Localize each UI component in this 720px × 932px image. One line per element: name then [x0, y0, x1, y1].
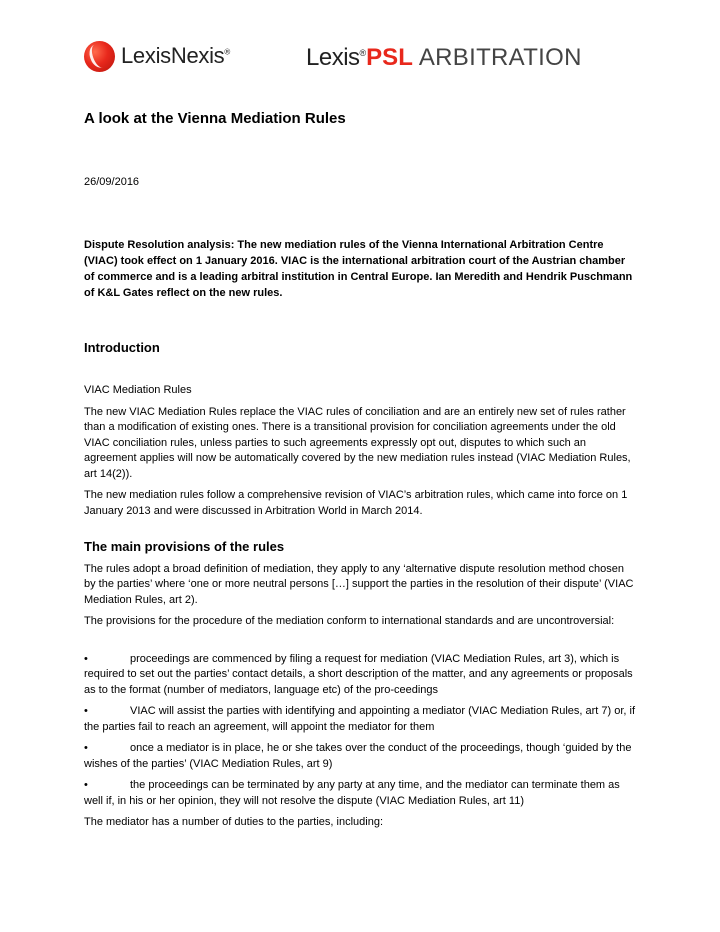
- intro-paragraph-2: The new mediation rules follow a comprehensive revision of VIAC’s arbitration rules, which came into force on 1 January 2013 and were discussed in Arbitration World in March 2014.: [84, 489, 628, 517]
- bullet-mark: •: [84, 705, 88, 717]
- bullet-item: [84, 704, 637, 735]
- bullet-text: proceedings are commenced by filing a request for mediation (VIAC Mediation Rules, art 3), which is required to set out the parties’ contact details, a short description of the matter, and any agreements or proposals as to the format (number of mediators, language etc) of the pro-ceedings: [84, 652, 633, 696]
- arbitration-text: ARBITRATION: [418, 44, 582, 71]
- page-header: [84, 38, 624, 78]
- document-abstract: Dispute Resolution analysis: The new mediation rules of the Vienna International Arbitration Centre (VIAC) took effect on 1 January 2016. VIAC is the international arbitration court of the Austrian chamber of commerce and is a leading arbitral institution in Central Europe. Ian Meredith and Hendrik Puschmann of K&L Gates reflect on the new rules.: [84, 239, 633, 299]
- provisions-paragraph-3: The mediator has a number of duties to the parties, including:: [84, 816, 384, 828]
- lexisnexis-logo: [84, 38, 230, 74]
- psl-text: PSL: [366, 44, 413, 71]
- provisions-paragraph-2: The provisions for the procedure of the mediation conform to international standards and are uncontroversial:: [84, 615, 615, 627]
- psl-reg-mark: ®: [359, 48, 367, 58]
- lexisnexis-globe-icon: [84, 41, 115, 72]
- document-date: 26/09/2016: [84, 176, 140, 188]
- intro-paragraph-1: The new VIAC Mediation Rules replace the VIAC rules of conciliation and are an entirely new set of rules rather than a modification of existing ones. There is a transitional provision for conciliation agreements under the old VIAC conciliation rules, unless parties to such agreements expressly opt out, disputes to which such an agreement applies will now be automatically covered by the new mediation rules instead (VIAC Mediation Rules, art 14(2)).: [84, 405, 631, 480]
- bullet-text: once a mediator is in place, he or she takes over the conduct of the proceedings, though ‘guided by the wishes of the parties’ (VIAC Mediation Rules, art 9): [84, 742, 632, 770]
- document-title: A look at the Vienna Mediation Rules: [84, 110, 346, 127]
- bullet-text: VIAC will assist the parties with identifying and appointing a mediator (VIAC Mediation Rules, art 7) or, if the parties fail to reach an agreement, will appoint the mediator for them: [84, 705, 636, 733]
- psl-lexis-text: Lexis: [306, 44, 360, 71]
- bullet-mark: •: [84, 652, 88, 665]
- lexis-psl-arbitration-logo: [306, 44, 582, 72]
- bullet-item: [84, 778, 637, 809]
- provisions-heading: The main provisions of the rules: [84, 539, 285, 554]
- bullet-mark: •: [84, 742, 88, 754]
- bullet-item: [84, 652, 637, 699]
- lexisnexis-wordmark: LexisNexis®: [121, 43, 230, 68]
- document-body: [84, 383, 637, 837]
- bullet-text: the proceedings can be terminated by any party at any time, and the mediator can terminate them as well if, in his or her opinion, they will not resolve the dispute (VIAC Mediation Rules, art 11): [84, 779, 620, 807]
- introduction-heading: Introduction: [84, 340, 160, 355]
- provisions-paragraph-1: The rules adopt a broad definition of mediation, they apply to any ‘alternative dispute resolution method chosen by the parties’ where ‘one or more neutral persons […] support the parties in the resolution of their dispute’ (VIAC Mediation Rules, art 2).: [84, 562, 634, 606]
- bullet-mark: •: [84, 779, 88, 791]
- bullet-item: [84, 741, 637, 772]
- intro-subheading: VIAC Mediation Rules: [84, 384, 192, 396]
